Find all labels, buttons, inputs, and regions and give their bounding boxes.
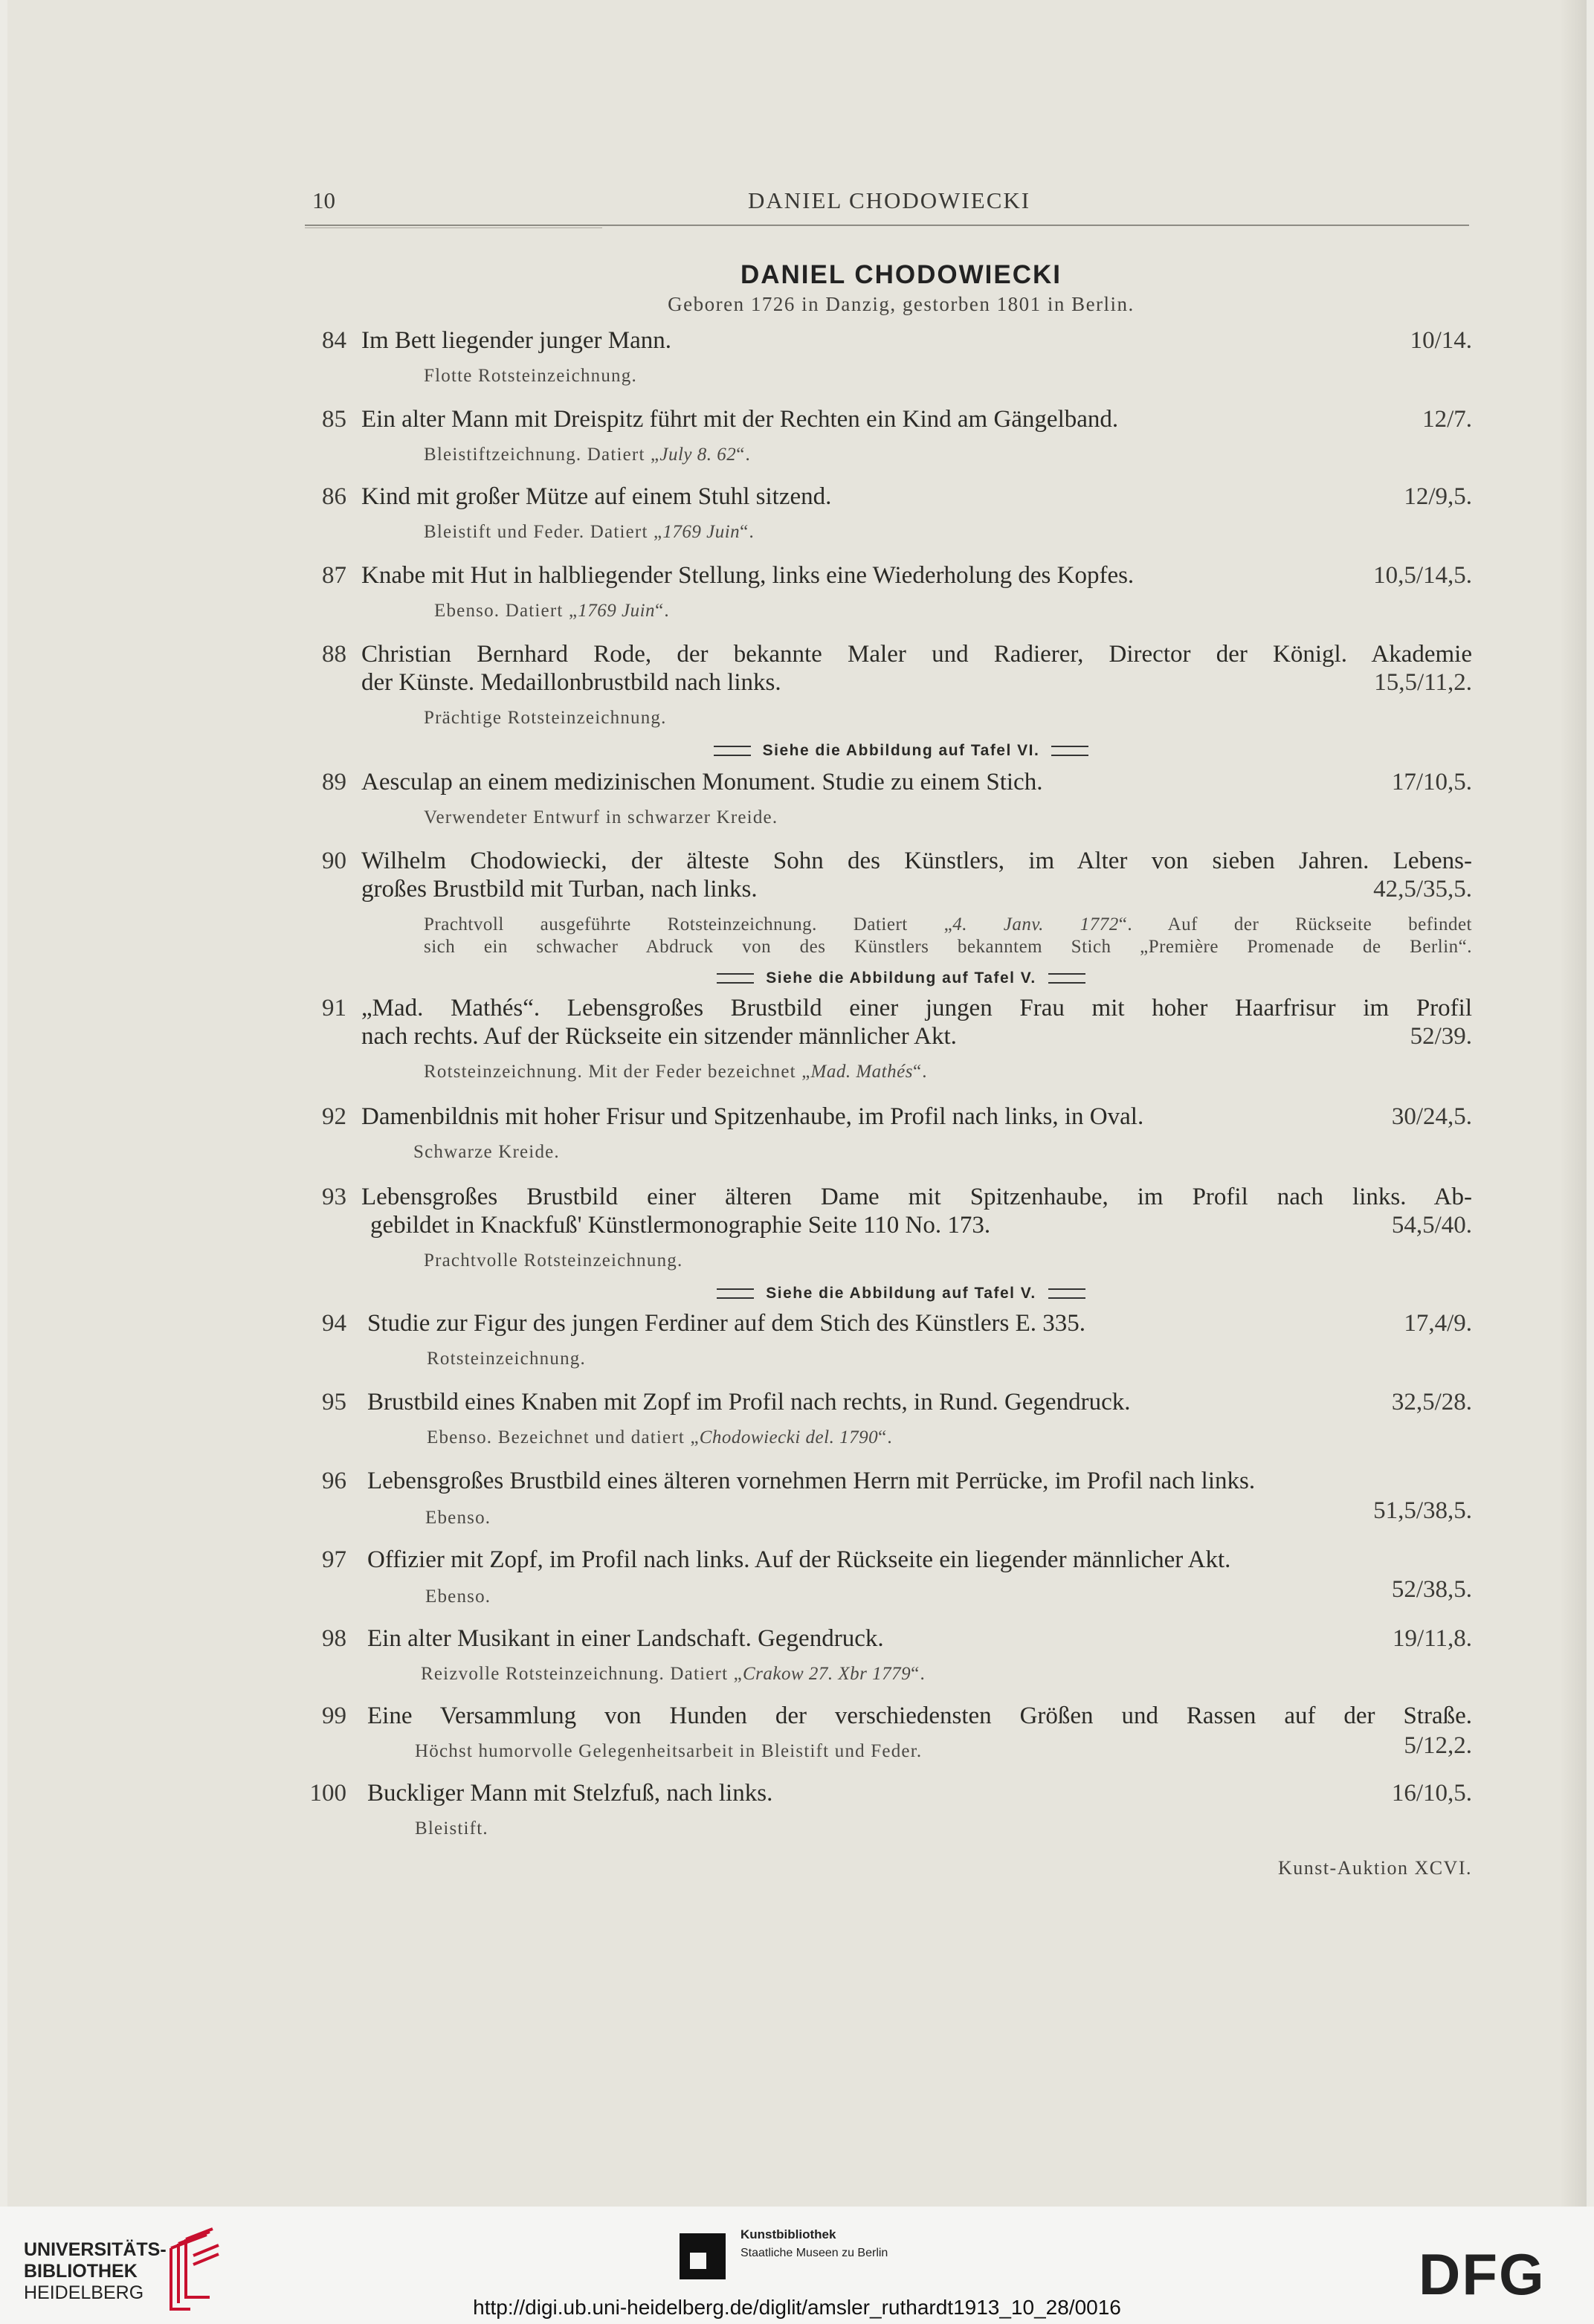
lot-note: Prachtvolle Rotsteinzeichnung. (424, 1250, 683, 1271)
plate-reference: Siehe die Abbildung auf Tafel V. (0, 969, 1594, 987)
lot-number: 91 (322, 995, 346, 1021)
lot-description-cont: nach rechts. Auf der Rückseite ein sitzender männlicher Akt. (361, 1023, 957, 1050)
header-rule (305, 225, 1469, 226)
lot-note: Ebenso. (425, 1508, 491, 1528)
lot-number: 88 (322, 641, 346, 668)
lot-number: 99 (322, 1702, 346, 1729)
lot-dimensions: 52/38,5. (1391, 1576, 1472, 1603)
lot-note-cont: sich ein schwacher Abdruck von des Künstlers bekanntem Stich „Première Promenade de Berlin“. (424, 937, 1472, 957)
source-url[interactable]: http://digi.ub.uni-heidelberg.de/diglit/amsler_ruthardt1913_10_28/0016 (473, 2296, 1121, 2319)
lot-description: Brustbild eines Knaben mit Zopf im Profil nach rechts, in Rund. Gegendruck. (367, 1389, 1131, 1416)
page-number: 10 (312, 187, 335, 213)
lot-number: 84 (322, 327, 346, 354)
lot-dimensions: 12/9,5. (1404, 483, 1472, 510)
lot-dimensions: 54,5/40. (1391, 1212, 1472, 1239)
lot-description: „Mad. Mathés“. Lebensgroßes Brustbild einer jungen Frau mit hoher Haarfrisur im Profil (361, 995, 1472, 1021)
lot-description: Ein alter Musikant in einer Landschaft. Gegendruck. (367, 1625, 884, 1652)
lot-description: Im Bett liegender junger Mann. (361, 327, 671, 354)
lot-note: Höchst humorvolle Gelegenheitsarbeit in Bleistift und Feder. (415, 1741, 923, 1761)
lot-number: 98 (322, 1625, 346, 1652)
lot-note: Ebenso. (425, 1587, 491, 1607)
lot-description: Wilhelm Chodowiecki, der älteste Sohn des Künstlers, im Alter von sieben Jahren. Lebens- (361, 848, 1472, 874)
lot-number: 97 (322, 1546, 346, 1573)
lot-note: Bleistiftzeichnung. Datiert „July 8. 62“. (424, 445, 751, 465)
lot-description-cont: gebildet in Knackfuß' Künstlermonographie Seite 110 No. 173. (370, 1212, 991, 1239)
lot-dimensions: 5/12,2. (1404, 1732, 1472, 1759)
lot-dimensions: 17,4/9. (1404, 1310, 1472, 1337)
lot-description: Lebensgroßes Brustbild einer älteren Dame mit Spitzenhaube, im Profil nach links. Ab- (361, 1184, 1472, 1210)
university-library-name: UNIVERSITÄTS- BIBLIOTHEK HEIDELBERG (24, 2239, 167, 2303)
catalogue-signature: Kunst-Auktion XCVI. (1277, 1857, 1472, 1879)
lot-number: 95 (322, 1389, 346, 1416)
section-subtitle: Geboren 1726 in Danzig, gestorben 1801 in Berlin. (668, 293, 1135, 315)
lot-number: 94 (322, 1310, 346, 1337)
double-rule-icon (1048, 1288, 1085, 1299)
lot-dimensions: 15,5/11,2. (1374, 669, 1472, 696)
double-rule-icon (1048, 973, 1085, 984)
lot-description: Aesculap an einem medizinischen Monument. Studie zu einem Stich. (361, 769, 1043, 795)
lot-dimensions: 51,5/38,5. (1373, 1497, 1472, 1524)
lot-description: Buckliger Mann mit Stelzfuß, nach links. (367, 1780, 773, 1807)
lot-note: Rotsteinzeichnung. (427, 1349, 586, 1369)
lot-description-cont: großes Brustbild mit Turban, nach links. (361, 876, 758, 903)
lot-number: 89 (322, 769, 346, 795)
running-head-title: DANIEL CHODOWIECKI (748, 187, 1031, 213)
lot-description: Ein alter Mann mit Dreispitz führt mit der Rechten ein Kind am Gängelband. (361, 406, 1119, 433)
dfg-logo: DFG (1419, 2241, 1546, 2307)
lot-dimensions: 42,5/35,5. (1373, 876, 1472, 903)
lot-dimensions: 19/11,8. (1393, 1625, 1472, 1652)
lot-description: Lebensgroßes Brustbild eines älteren vornehmen Herrn mit Perrücke, im Profil nach links. (367, 1468, 1256, 1494)
lot-description-cont: der Künste. Medaillonbrustbild nach links. (361, 669, 781, 696)
lot-dimensions: 16/10,5. (1391, 1780, 1472, 1807)
lot-number: 87 (322, 562, 346, 589)
lot-number: 93 (322, 1184, 346, 1210)
lot-number: 100 (309, 1780, 346, 1807)
lot-dimensions: 10/14. (1410, 327, 1472, 354)
lot-note: Flotte Rotsteinzeichnung. (424, 366, 637, 386)
kunstbibliothek-subtitle: Staatliche Museen zu Berlin (740, 2247, 888, 2259)
lot-note: Reizvolle Rotsteinzeichnung. Datiert „Crakow 27. Xbr 1779“. (421, 1664, 926, 1684)
lot-dimensions: 52/39. (1410, 1023, 1472, 1050)
lot-description: Knabe mit Hut in halbliegender Stellung, links eine Wiederholung des Kopfes. (361, 562, 1135, 589)
lot-note: Bleistift und Feder. Datiert „1769 Juin“. (424, 522, 755, 542)
plate-reference: Siehe die Abbildung auf Tafel V. (0, 1285, 1594, 1303)
lot-description: Eine Versammlung von Hunden der verschiedensten Größen und Rassen auf der Straße. (367, 1702, 1472, 1729)
lot-description: Studie zur Figur des jungen Ferdiner auf dem Stich des Künstlers E. 335. (367, 1310, 1086, 1337)
lot-description: Kind mit großer Mütze auf einem Stuhl sitzend. (361, 483, 832, 510)
lot-dimensions: 10,5/14,5. (1373, 562, 1472, 589)
lot-note: Bleistift. (415, 1818, 488, 1839)
lot-note: Ebenso. Datiert „1769 Juin“. (434, 601, 670, 621)
lot-number: 90 (322, 848, 346, 874)
lot-number: 85 (322, 406, 346, 433)
kunstbibliothek-name: Kunstbibliothek (740, 2227, 836, 2241)
double-rule-icon (1051, 746, 1088, 756)
lot-description: Offizier mit Zopf, im Profil nach links. Auf der Rückseite ein liegender männlicher Akt. (367, 1546, 1231, 1573)
section-title: DANIEL CHODOWIECKI (740, 260, 1062, 289)
lot-number: 92 (322, 1103, 346, 1130)
footer-bar (0, 2207, 1594, 2324)
lot-note: Prächtige Rotsteinzeichnung. (424, 708, 667, 728)
double-rule-icon (714, 746, 751, 756)
lot-note: Ebenso. Bezeichnet und datiert „Chodowiecki del. 1790“. (427, 1427, 893, 1447)
lot-dimensions: 12/7. (1422, 406, 1472, 433)
lot-description: Christian Bernhard Rode, der bekannte Maler und Radierer, Director der Königl. Akademie (361, 641, 1472, 668)
header-rule-thin (305, 227, 602, 228)
plate-reference: Siehe die Abbildung auf Tafel VI. (0, 742, 1594, 760)
lot-number: 86 (322, 483, 346, 510)
kunstbibliothek-logo-icon (680, 2233, 726, 2279)
lot-note: Verwendeter Entwurf in schwarzer Kreide. (424, 807, 778, 827)
double-rule-icon (717, 1288, 754, 1299)
double-rule-icon (717, 973, 754, 984)
lot-dimensions: 17/10,5. (1391, 769, 1472, 795)
lot-note: Schwarze Kreide. (413, 1142, 560, 1162)
lot-number: 96 (322, 1468, 346, 1494)
lot-dimensions: 32,5/28. (1391, 1389, 1472, 1416)
lot-dimensions: 30/24,5. (1391, 1103, 1472, 1130)
lot-note: Rotsteinzeichnung. Mit der Feder bezeichnet „Mad. Mathés“. (424, 1062, 928, 1082)
lot-note: Prachtvoll ausgeführte Rotsteinzeichnung. Datiert „4. Janv. 1772“. Auf der Rückseite befindet (424, 914, 1473, 935)
lot-description: Damenbildnis mit hoher Frisur und Spitzenhaube, im Profil nach links, in Oval. (361, 1103, 1144, 1130)
